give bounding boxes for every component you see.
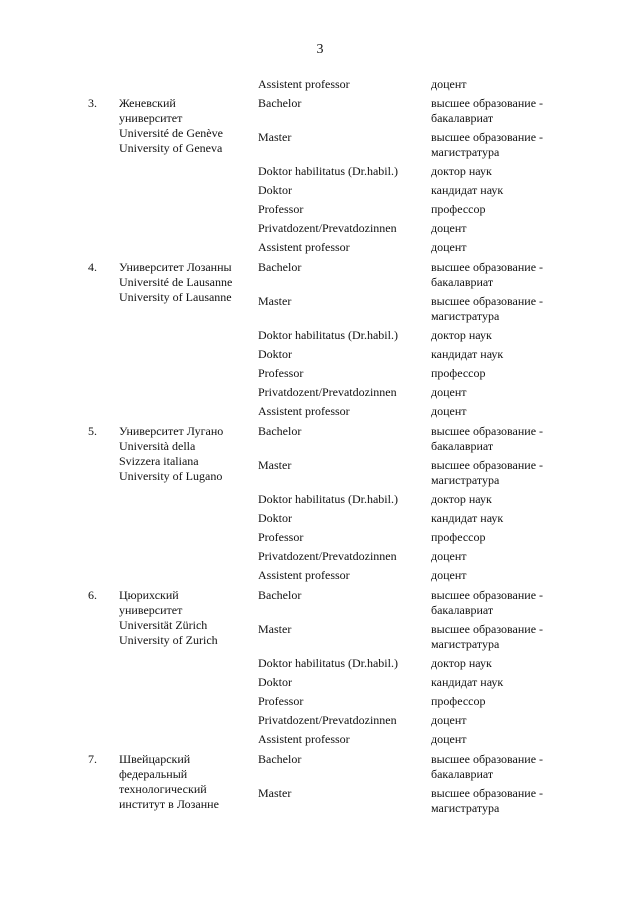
russian-equivalent-line: доктор наук — [431, 164, 492, 178]
degree-label: Master — [258, 622, 292, 636]
university-number: 4. — [88, 260, 97, 274]
russian-equivalent-line: высшее образование - — [431, 458, 544, 472]
degree-label: Professor — [258, 202, 304, 216]
degree-label: Bachelor — [258, 424, 302, 438]
russian-equivalent — [431, 202, 591, 217]
university-name — [119, 96, 249, 156]
russian-equivalent-line: доктор наук — [431, 656, 492, 670]
russian-equivalent — [431, 568, 591, 583]
russian-equivalent-line: профессор — [431, 530, 486, 544]
university-name-line: Université de Genève — [119, 126, 223, 140]
russian-equivalent-line: доцент — [431, 713, 467, 727]
university-name-line: Университет Лозанны — [119, 260, 232, 274]
russian-equivalent — [431, 656, 591, 671]
russian-equivalent — [431, 221, 591, 236]
degree-label: Assistent professor — [258, 77, 350, 91]
russian-equivalent — [431, 260, 591, 290]
university-name-line: Университет Лугано — [119, 424, 224, 438]
university-name-line: университет — [119, 111, 183, 125]
university-name — [119, 588, 249, 648]
degree-label: Bachelor — [258, 96, 302, 110]
university-name — [119, 424, 249, 484]
degree-label: Master — [258, 786, 292, 800]
russian-equivalent-line: магистратура — [431, 473, 500, 487]
russian-equivalent — [431, 164, 591, 179]
russian-equivalent-line: высшее образование - — [431, 96, 544, 110]
page-number: 3 — [316, 42, 324, 57]
russian-equivalent — [431, 240, 591, 255]
russian-equivalent-line: магистратура — [431, 145, 500, 159]
russian-equivalent — [431, 511, 591, 526]
russian-equivalent — [431, 732, 591, 747]
russian-equivalent — [431, 347, 591, 362]
degree-label: Doktor — [258, 511, 292, 525]
university-name-line: университет — [119, 603, 183, 617]
degree-label: Professor — [258, 694, 304, 708]
russian-equivalent — [431, 385, 591, 400]
degree-label: Doktor habilitatus (Dr.habil.) — [258, 656, 398, 670]
russian-equivalent-line: бакалавриат — [431, 439, 494, 453]
russian-equivalent: доцент — [431, 77, 467, 91]
russian-equivalent-line: высшее образование - — [431, 752, 544, 766]
russian-equivalent — [431, 96, 591, 126]
university-name-line: Université de Lausanne — [119, 275, 233, 289]
degree-label: Bachelor — [258, 260, 302, 274]
russian-equivalent — [431, 713, 591, 728]
russian-equivalent-line: магистратура — [431, 637, 500, 651]
russian-equivalent-line: бакалавриат — [431, 767, 494, 781]
degree-label: Doktor habilitatus (Dr.habil.) — [258, 164, 398, 178]
russian-equivalent-line: доцент — [431, 732, 467, 746]
university-number: 6. — [88, 588, 97, 602]
university-number: 5. — [88, 424, 97, 438]
degree-label: Master — [258, 458, 292, 472]
russian-equivalent-line: кандидат наук — [431, 347, 504, 361]
university-name-line: технологический — [119, 782, 207, 796]
degree-label: Privatdozent/Prevatdozinnen — [258, 713, 397, 727]
russian-equivalent — [431, 675, 591, 690]
russian-equivalent-line: высшее образование - — [431, 294, 544, 308]
russian-equivalent-line: доцент — [431, 568, 467, 582]
university-name-line: University of Lausanne — [119, 290, 232, 304]
russian-equivalent-line: высшее образование - — [431, 588, 544, 602]
russian-equivalent-line: бакалавриат — [431, 111, 494, 125]
university-name-line: федеральный — [119, 767, 188, 781]
degree-label: Master — [258, 294, 292, 308]
russian-equivalent-line: бакалавриат — [431, 603, 494, 617]
russian-equivalent-line: доктор наук — [431, 492, 492, 506]
russian-equivalent-line: доцент — [431, 549, 467, 563]
degree-label: Bachelor — [258, 588, 302, 602]
university-name-line: институт в Лозанне — [119, 797, 219, 811]
university-name-line: Цюрихский — [119, 588, 179, 602]
degree-label: Professor — [258, 530, 304, 544]
university-name-line: Università della — [119, 439, 196, 453]
russian-equivalent-line: кандидат наук — [431, 183, 504, 197]
russian-equivalent-line: профессор — [431, 202, 486, 216]
degree-label: Master — [258, 130, 292, 144]
russian-equivalent — [431, 694, 591, 709]
degree-label: Bachelor — [258, 752, 302, 766]
degree-label: Assistent professor — [258, 732, 350, 746]
degree-label: Doktor — [258, 675, 292, 689]
degree-label: Doktor habilitatus (Dr.habil.) — [258, 328, 398, 342]
russian-equivalent-line: доцент — [431, 240, 467, 254]
russian-equivalent — [431, 752, 591, 782]
university-name-line: Universität Zürich — [119, 618, 208, 632]
degree-label: Doktor — [258, 183, 292, 197]
russian-equivalent-line: профессор — [431, 366, 486, 380]
university-name-line: University of Lugano — [119, 469, 223, 483]
russian-equivalent — [431, 366, 591, 381]
russian-equivalent — [431, 458, 591, 488]
russian-equivalent-line: доцент — [431, 404, 467, 418]
russian-equivalent-line: высшее образование - — [431, 130, 544, 144]
russian-equivalent-line: магистратура — [431, 801, 500, 815]
russian-equivalent-line: высшее образование - — [431, 622, 544, 636]
russian-equivalent-line: бакалавриат — [431, 275, 494, 289]
degree-label: Assistent professor — [258, 240, 350, 254]
degree-label: Privatdozent/Prevatdozinnen — [258, 549, 397, 563]
russian-equivalent — [431, 424, 591, 454]
degree-label: Privatdozent/Prevatdozinnen — [258, 221, 397, 235]
university-name-line: University of Zurich — [119, 633, 218, 647]
russian-equivalent-line: профессор — [431, 694, 486, 708]
university-name — [119, 260, 249, 305]
university-name-line: Швейцарский — [119, 752, 191, 766]
degree-label: Professor — [258, 366, 304, 380]
russian-equivalent — [431, 786, 591, 816]
russian-equivalent-line: доцент — [431, 385, 467, 399]
russian-equivalent — [431, 328, 591, 343]
university-number: 3. — [88, 96, 97, 110]
russian-equivalent — [431, 130, 591, 160]
university-name-line: University of Geneva — [119, 141, 223, 155]
university-name-line: Женевский — [119, 96, 176, 110]
university-number: 7. — [88, 752, 97, 766]
degree-label: Doktor habilitatus (Dr.habil.) — [258, 492, 398, 506]
degree-label: Privatdozent/Prevatdozinnen — [258, 385, 397, 399]
university-name-line: Svizzera italiana — [119, 454, 199, 468]
russian-equivalent — [431, 588, 591, 618]
russian-equivalent-line: кандидат наук — [431, 675, 504, 689]
russian-equivalent — [431, 549, 591, 564]
degree-label: Assistent professor — [258, 568, 350, 582]
russian-equivalent — [431, 404, 591, 419]
russian-equivalent-line: высшее образование - — [431, 260, 544, 274]
russian-equivalent — [431, 530, 591, 545]
russian-equivalent-line: доктор наук — [431, 328, 492, 342]
russian-equivalent-line: магистратура — [431, 309, 500, 323]
degree-label: Assistent professor — [258, 404, 350, 418]
russian-equivalent — [431, 622, 591, 652]
russian-equivalent-line: доцент — [431, 221, 467, 235]
russian-equivalent-line: высшее образование - — [431, 424, 544, 438]
university-name — [119, 752, 249, 812]
russian-equivalent — [431, 294, 591, 324]
russian-equivalent-line: высшее образование - — [431, 786, 544, 800]
russian-equivalent-line: кандидат наук — [431, 511, 504, 525]
russian-equivalent — [431, 183, 591, 198]
russian-equivalent — [431, 492, 591, 507]
degree-label: Doktor — [258, 347, 292, 361]
